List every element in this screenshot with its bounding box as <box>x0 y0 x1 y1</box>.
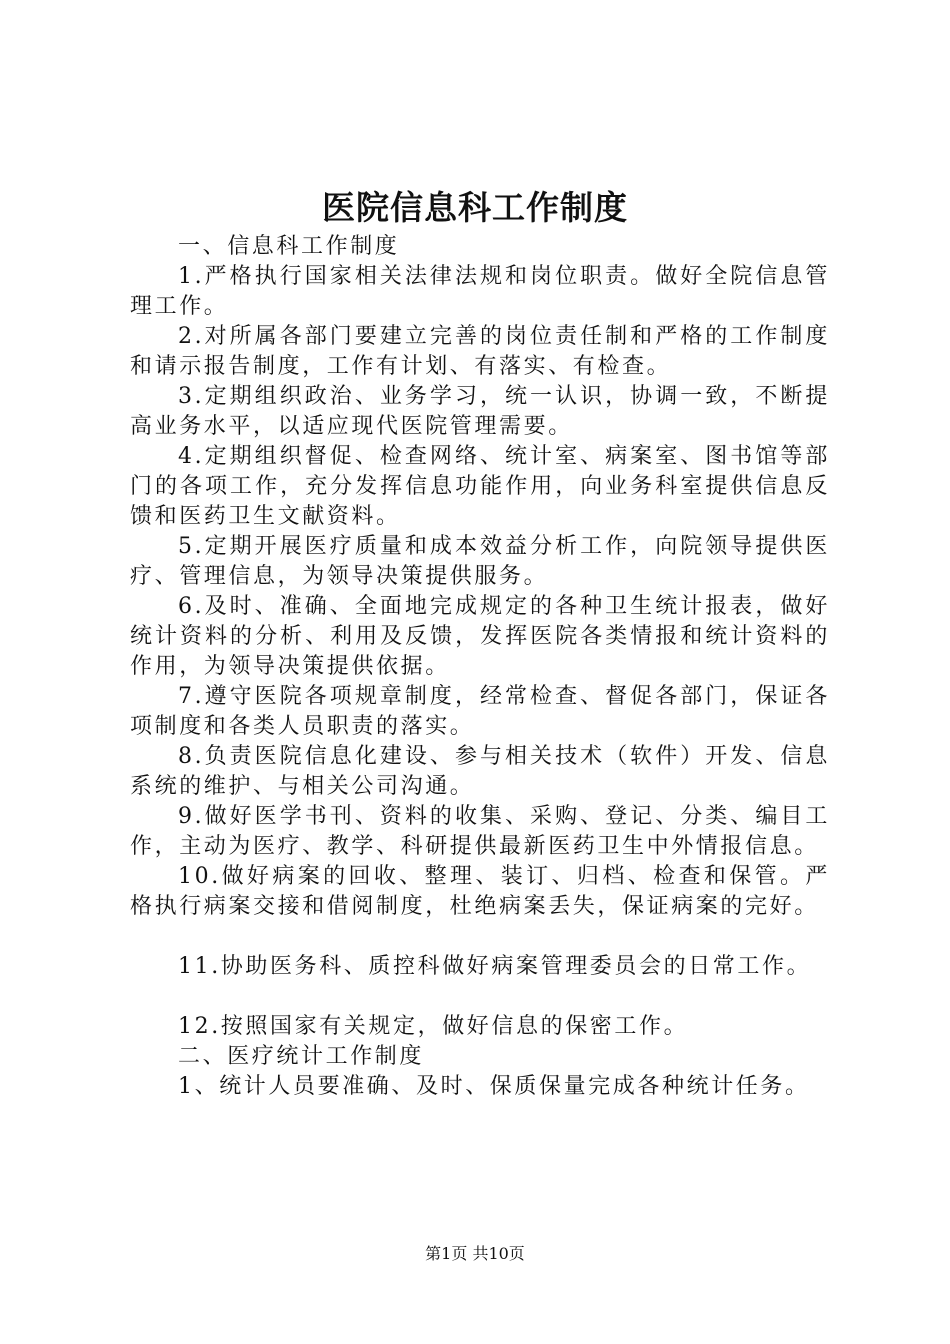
rule-item-12: 12.按照国家有关规定，做好信息的保密工作。 <box>178 1014 689 1039</box>
page-footer: 第1页 共10页 <box>425 1244 525 1263</box>
document-body <box>130 232 830 1102</box>
document-title: 医院信息科工作制度 <box>322 188 628 227</box>
rule-item-7: 7.遵守医院各项规章制度，经常检查、督促各部门，保证各项制度和各类人员职责的落实。 <box>130 684 830 739</box>
rule-item-2: 2.对所属各部门要建立完善的岗位责任制和严格的工作制度和请示报告制度，工作有计划、有落实、有检查。 <box>130 324 830 379</box>
rule-item-1: 1.严格执行国家相关法律法规和岗位职责。做好全院信息管理工作。 <box>130 264 830 319</box>
rule-item-6: 6.及时、准确、全面地完成规定的各种卫生统计报表，做好统计资料的分析、利用及反馈，发挥医院各类情报和统计资料的作用，为领导决策提供依据。 <box>130 594 830 679</box>
rule-item-10: 10.做好病案的回收、整理、装订、归档、检查和保管。严格执行病案交接和借阅制度，杜绝病案丢失，保证病案的完好。 <box>130 864 830 919</box>
section-heading-1: 一、信息科工作制度 <box>178 234 400 259</box>
rule-item-8: 8.负责医院信息化建设、参与相关技术（软件）开发、信息系统的维护、与相关公司沟通。 <box>130 744 830 799</box>
rule-item-9: 9.做好医学书刊、资料的收集、采购、登记、分类、编目工作，主动为医疗、教学、科研提供最新医药卫生中外情报信息。 <box>130 804 830 859</box>
rule-item-4: 4.定期组织督促、检查网络、统计室、病案室、图书馆等部门的各项工作，充分发挥信息功能作用，向业务科室提供信息反馈和医药卫生文献资料。 <box>130 444 830 529</box>
rule-item-5: 5.定期开展医疗质量和成本效益分析工作，向院领导提供医疗、管理信息，为领导决策提供服务。 <box>130 534 830 589</box>
rule-item-3: 3.定期组织政治、业务学习，统一认识，协调一致，不断提高业务水平，以适应现代医院管理需要。 <box>130 384 830 439</box>
rule-item-11: 11.协助医务科、质控科做好病案管理委员会的日常工作。 <box>178 954 812 979</box>
section-heading-2: 二、医疗统计工作制度 <box>178 1044 425 1069</box>
stat-rule-item-1: 1、统计人员要准确、及时、保质保量完成各种统计任务。 <box>178 1074 810 1099</box>
